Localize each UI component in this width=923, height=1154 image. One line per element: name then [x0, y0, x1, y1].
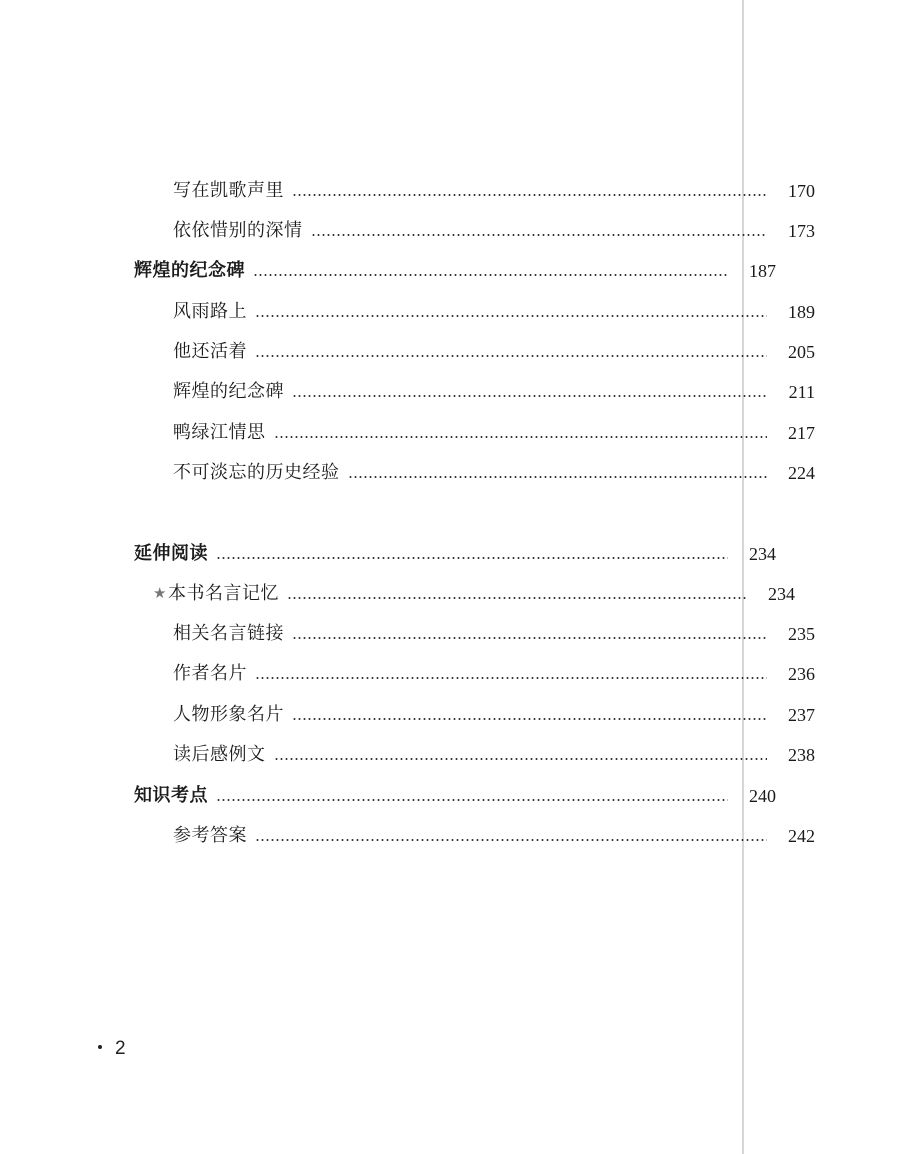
toc-section-heading[interactable] — [0, 257, 884, 285]
dot-leader — [255, 355, 767, 357]
dot-leader — [255, 839, 767, 841]
toc-entry-page: 242 — [788, 826, 815, 846]
toc-entry[interactable] — [0, 459, 923, 487]
toc-entry-title: 读后感例文 — [173, 744, 266, 765]
toc-entry-page: 236 — [788, 664, 815, 684]
dot-leader — [292, 194, 767, 196]
dot-leader — [253, 274, 728, 276]
toc-entry-page: 205 — [788, 342, 815, 362]
toc-entry[interactable] — [0, 580, 903, 608]
toc-entry-title: 风雨路上 — [173, 301, 247, 322]
star-icon: ★ — [153, 584, 167, 602]
toc-entry[interactable] — [0, 620, 923, 648]
toc-entry[interactable] — [0, 419, 923, 447]
toc-entry-page: 170 — [788, 181, 815, 201]
dot-leader — [216, 799, 728, 801]
page-folio — [98, 1038, 126, 1060]
toc-entry-title: 不可淡忘的历史经验 — [173, 462, 340, 483]
dot-leader — [274, 436, 768, 438]
toc-entry-title: 参考答案 — [173, 825, 247, 846]
toc-entry-title-group — [153, 580, 279, 608]
dot-leader — [292, 395, 767, 397]
toc-entry-page: 173 — [788, 221, 815, 241]
toc-entry[interactable] — [0, 822, 923, 850]
toc-entry[interactable] — [0, 298, 923, 326]
toc-entry[interactable] — [0, 378, 923, 406]
toc-entry-page: 189 — [788, 302, 815, 322]
toc-entry-page: 240 — [749, 786, 776, 806]
toc-entry-title: 鸭绿江情思 — [173, 422, 266, 443]
page-number: 2 — [115, 1038, 126, 1059]
toc-section-title: 知识考点 — [134, 785, 208, 806]
toc-entry-page: 224 — [788, 463, 815, 483]
toc-entry-title: 人物形象名片 — [173, 704, 284, 725]
toc-entry-page: 211 — [788, 382, 815, 402]
dot-leader — [311, 234, 768, 236]
bullet-dot-icon — [98, 1045, 102, 1049]
toc-entry-title: 他还活着 — [173, 341, 247, 362]
toc-entry-page: 187 — [749, 261, 776, 281]
toc-entry-title: 相关名言链接 — [173, 623, 284, 644]
toc-entry-title: 本书名言记忆 — [167, 583, 279, 604]
dot-leader — [255, 315, 767, 317]
toc-section-heading[interactable] — [0, 540, 884, 568]
toc-entry-page: 238 — [788, 745, 815, 765]
toc-entry-title: 辉煌的纪念碑 — [173, 381, 284, 402]
toc-entry[interactable] — [0, 217, 923, 245]
toc-entry-page: 234 — [768, 584, 795, 604]
dot-leader — [292, 718, 767, 720]
toc-section-title: 延伸阅读 — [134, 543, 208, 564]
toc-section-heading[interactable] — [0, 782, 884, 810]
toc-entry-title: 依依惜别的深情 — [173, 220, 303, 241]
dot-leader — [348, 476, 768, 478]
dot-leader — [255, 677, 767, 679]
dot-leader — [216, 557, 728, 559]
toc-entry[interactable] — [0, 338, 923, 366]
toc-section-title: 辉煌的纪念碑 — [134, 260, 245, 281]
toc-entry[interactable] — [0, 741, 923, 769]
dot-leader — [287, 597, 747, 599]
dot-leader — [274, 758, 768, 760]
dot-leader — [292, 637, 767, 639]
toc-entry-title: 写在凯歌声里 — [173, 180, 284, 201]
toc-entry[interactable] — [0, 177, 923, 205]
toc-entry[interactable] — [0, 660, 923, 688]
toc-entry-page: 237 — [788, 705, 815, 725]
toc-entry-page: 234 — [749, 544, 776, 564]
toc-entry-title: 作者名片 — [173, 663, 247, 684]
toc-entry-page: 235 — [788, 624, 815, 644]
toc-entry-page: 217 — [788, 423, 815, 443]
toc-entry[interactable] — [0, 701, 923, 729]
